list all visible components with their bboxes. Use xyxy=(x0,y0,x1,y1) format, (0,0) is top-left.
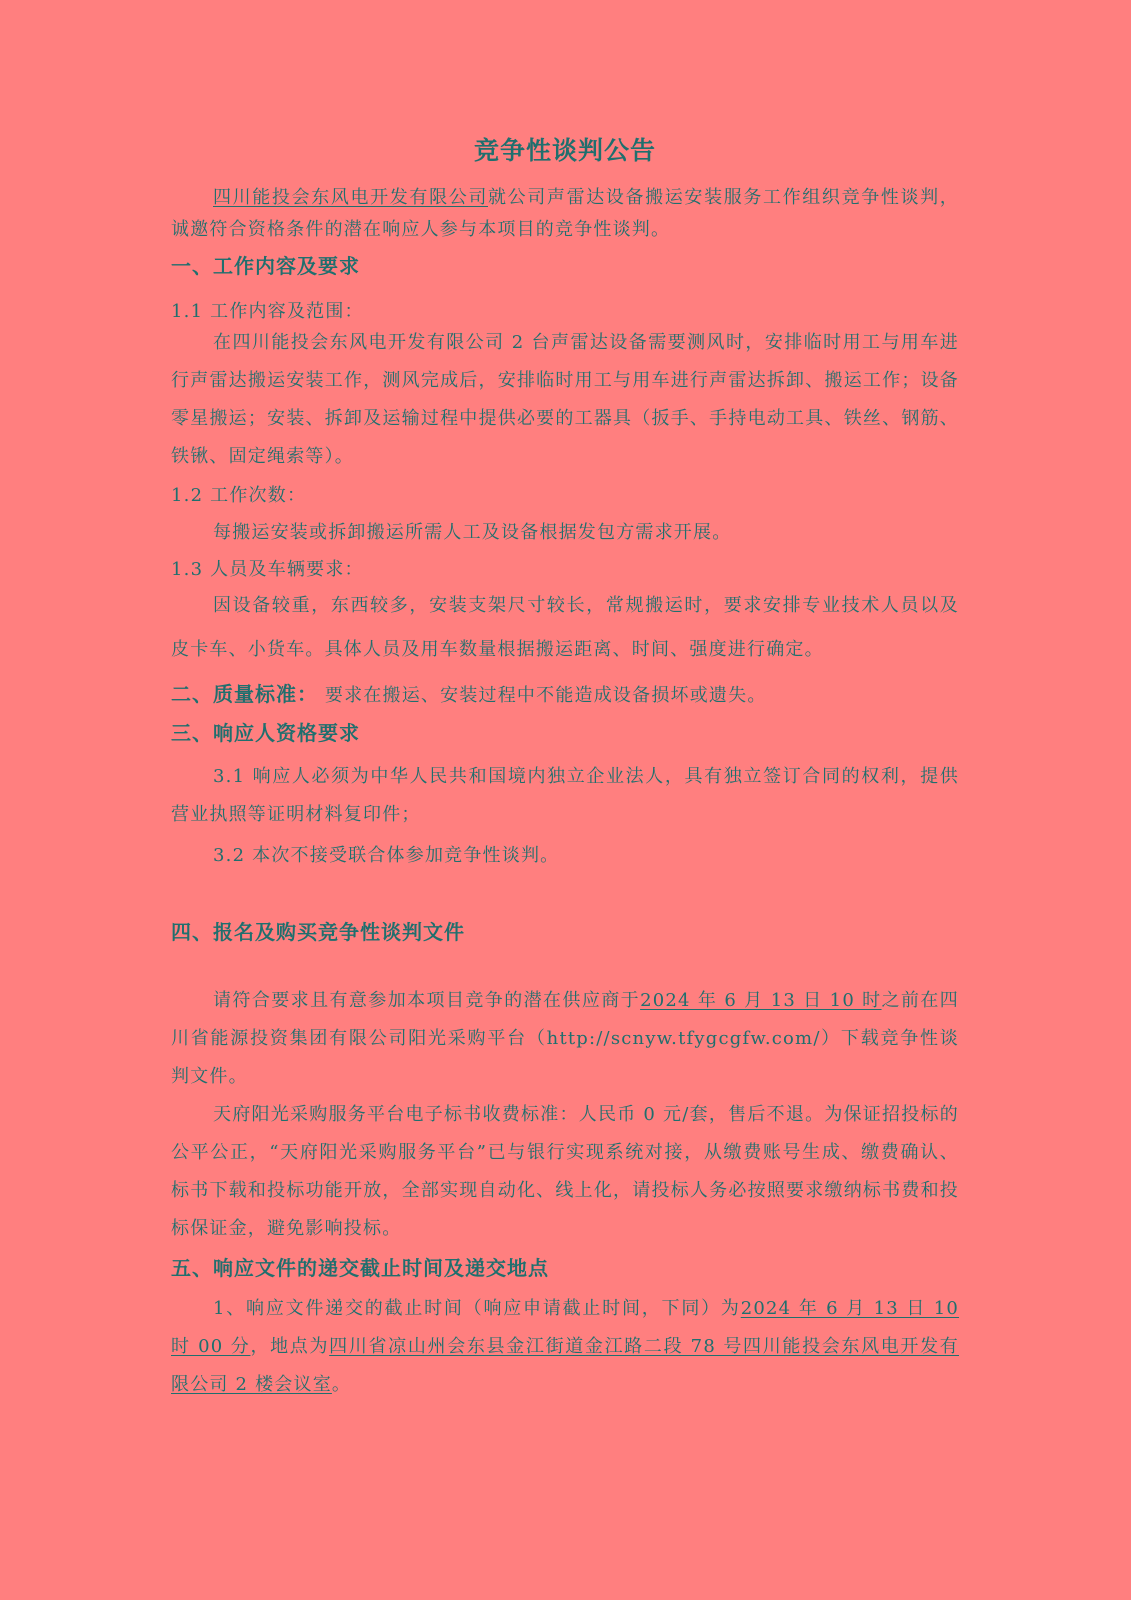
submission-deadline: 2024 年 6 月 13 日 10 时 00 分 xyxy=(171,1298,960,1357)
section5-paragraph-1: 1、响应文件递交的截止时间（响应申请截止时间，下同）为2024 年 6 月 13 日 10 时 00 分，地点为四川省凉山州会东县金江街道金江路二段 78 号四川能投会东风电开发有限公司 2 楼会议室。 xyxy=(171,1298,960,1395)
section1-2-body: 每搬运安装或拆卸搬运所需人工及设备根据发包方需求开展。 xyxy=(213,522,732,543)
section4-paragraph-2: 天府阳光采购服务平台电子标书收费标准：人民币 0 元/套，售后不退。为保证招投标的公平公正，“天府阳光采购服务平台”已与银行实现系统对接，从缴费账号生成、缴费确认、标书下载和投标功能开放，全部实现自动化、线上化，请投标人务必按照要求缴纳标书费和投标保证金，避免影响投标。 xyxy=(171,1104,959,1239)
announcement-document xyxy=(171,134,959,1404)
section1-3-body: 因设备较重，东西较多，安装支架尺寸较长，常规搬运时，要求安排专业技术人员以及皮卡车、小货车。具体人员及用车数量根据搬运距离、时间、强度进行确定。 xyxy=(171,595,959,660)
section5-heading: 五、响应文件的递交截止时间及递交地点 xyxy=(171,1256,549,1280)
section4-paragraph-1: 请符合要求且有意参加本项目竞争的潜在供应商于2024 年 6 月 13 日 10 时之前在四川省能源投资集团有限公司阳光采购平台（http://scnyw.tfygcgfw.com/）下载竞争性谈判文件。 xyxy=(171,990,959,1087)
section2-heading: 二、质量标准： xyxy=(171,682,318,706)
intro-text: 就公司声雷达设备搬运安装服务工作组织竞争性谈判，诚邀符合资格条件的潜在响应人参与本项目的竞争性谈判。 xyxy=(171,187,959,240)
section1-heading: 一、工作内容及要求 xyxy=(171,254,360,278)
section3-item-2: 3.2 本次不接受联合体参加竞争性谈判。 xyxy=(213,845,560,866)
company-name: 四川能投会东风电开发有限公司 xyxy=(213,187,488,208)
section3-heading: 三、响应人资格要求 xyxy=(171,721,360,745)
section2-paragraph xyxy=(171,674,959,716)
intro-paragraph xyxy=(171,182,959,246)
registration-deadline: 2024 年 6 月 13 日 10 时 xyxy=(640,990,882,1011)
section1-1-body: 在四川能投会东风电开发有限公司 2 台声雷达设备需要测风时，安排临时用工与用车进行声雷达搬运安装工作，测风完成后，安排临时用工与用车进行声雷达拆卸、搬运工作；设备零星搬运；安装、拆卸及运输过程中提供必要的工器具（扳手、手持电动工具、铁丝、钢筋、铁锹、固定绳索等）。 xyxy=(171,332,959,467)
section1-3-label: 1.3 人员及车辆要求： xyxy=(171,559,364,580)
section3-item-1: 3.1 响应人必须为中华人民共和国境内独立企业法人，具有独立签订合同的权利，提供营业执照等证明材料复印件； xyxy=(171,766,959,825)
section2-text: 要求在搬运、安装过程中不能造成设备损坏或遗失。 xyxy=(324,685,767,706)
section4-heading: 四、报名及购买竞争性谈判文件 xyxy=(171,920,465,944)
section1-2-label: 1.2 工作次数： xyxy=(171,485,307,506)
page-title: 竞争性谈判公告 xyxy=(473,136,656,165)
submission-location: 四川省凉山州会东县金江街道金江路二段 78 号四川能投会东风电开发有限公司 2 楼会议室 xyxy=(171,1336,959,1395)
section1-1-label: 1.1 工作内容及范围： xyxy=(171,301,364,322)
